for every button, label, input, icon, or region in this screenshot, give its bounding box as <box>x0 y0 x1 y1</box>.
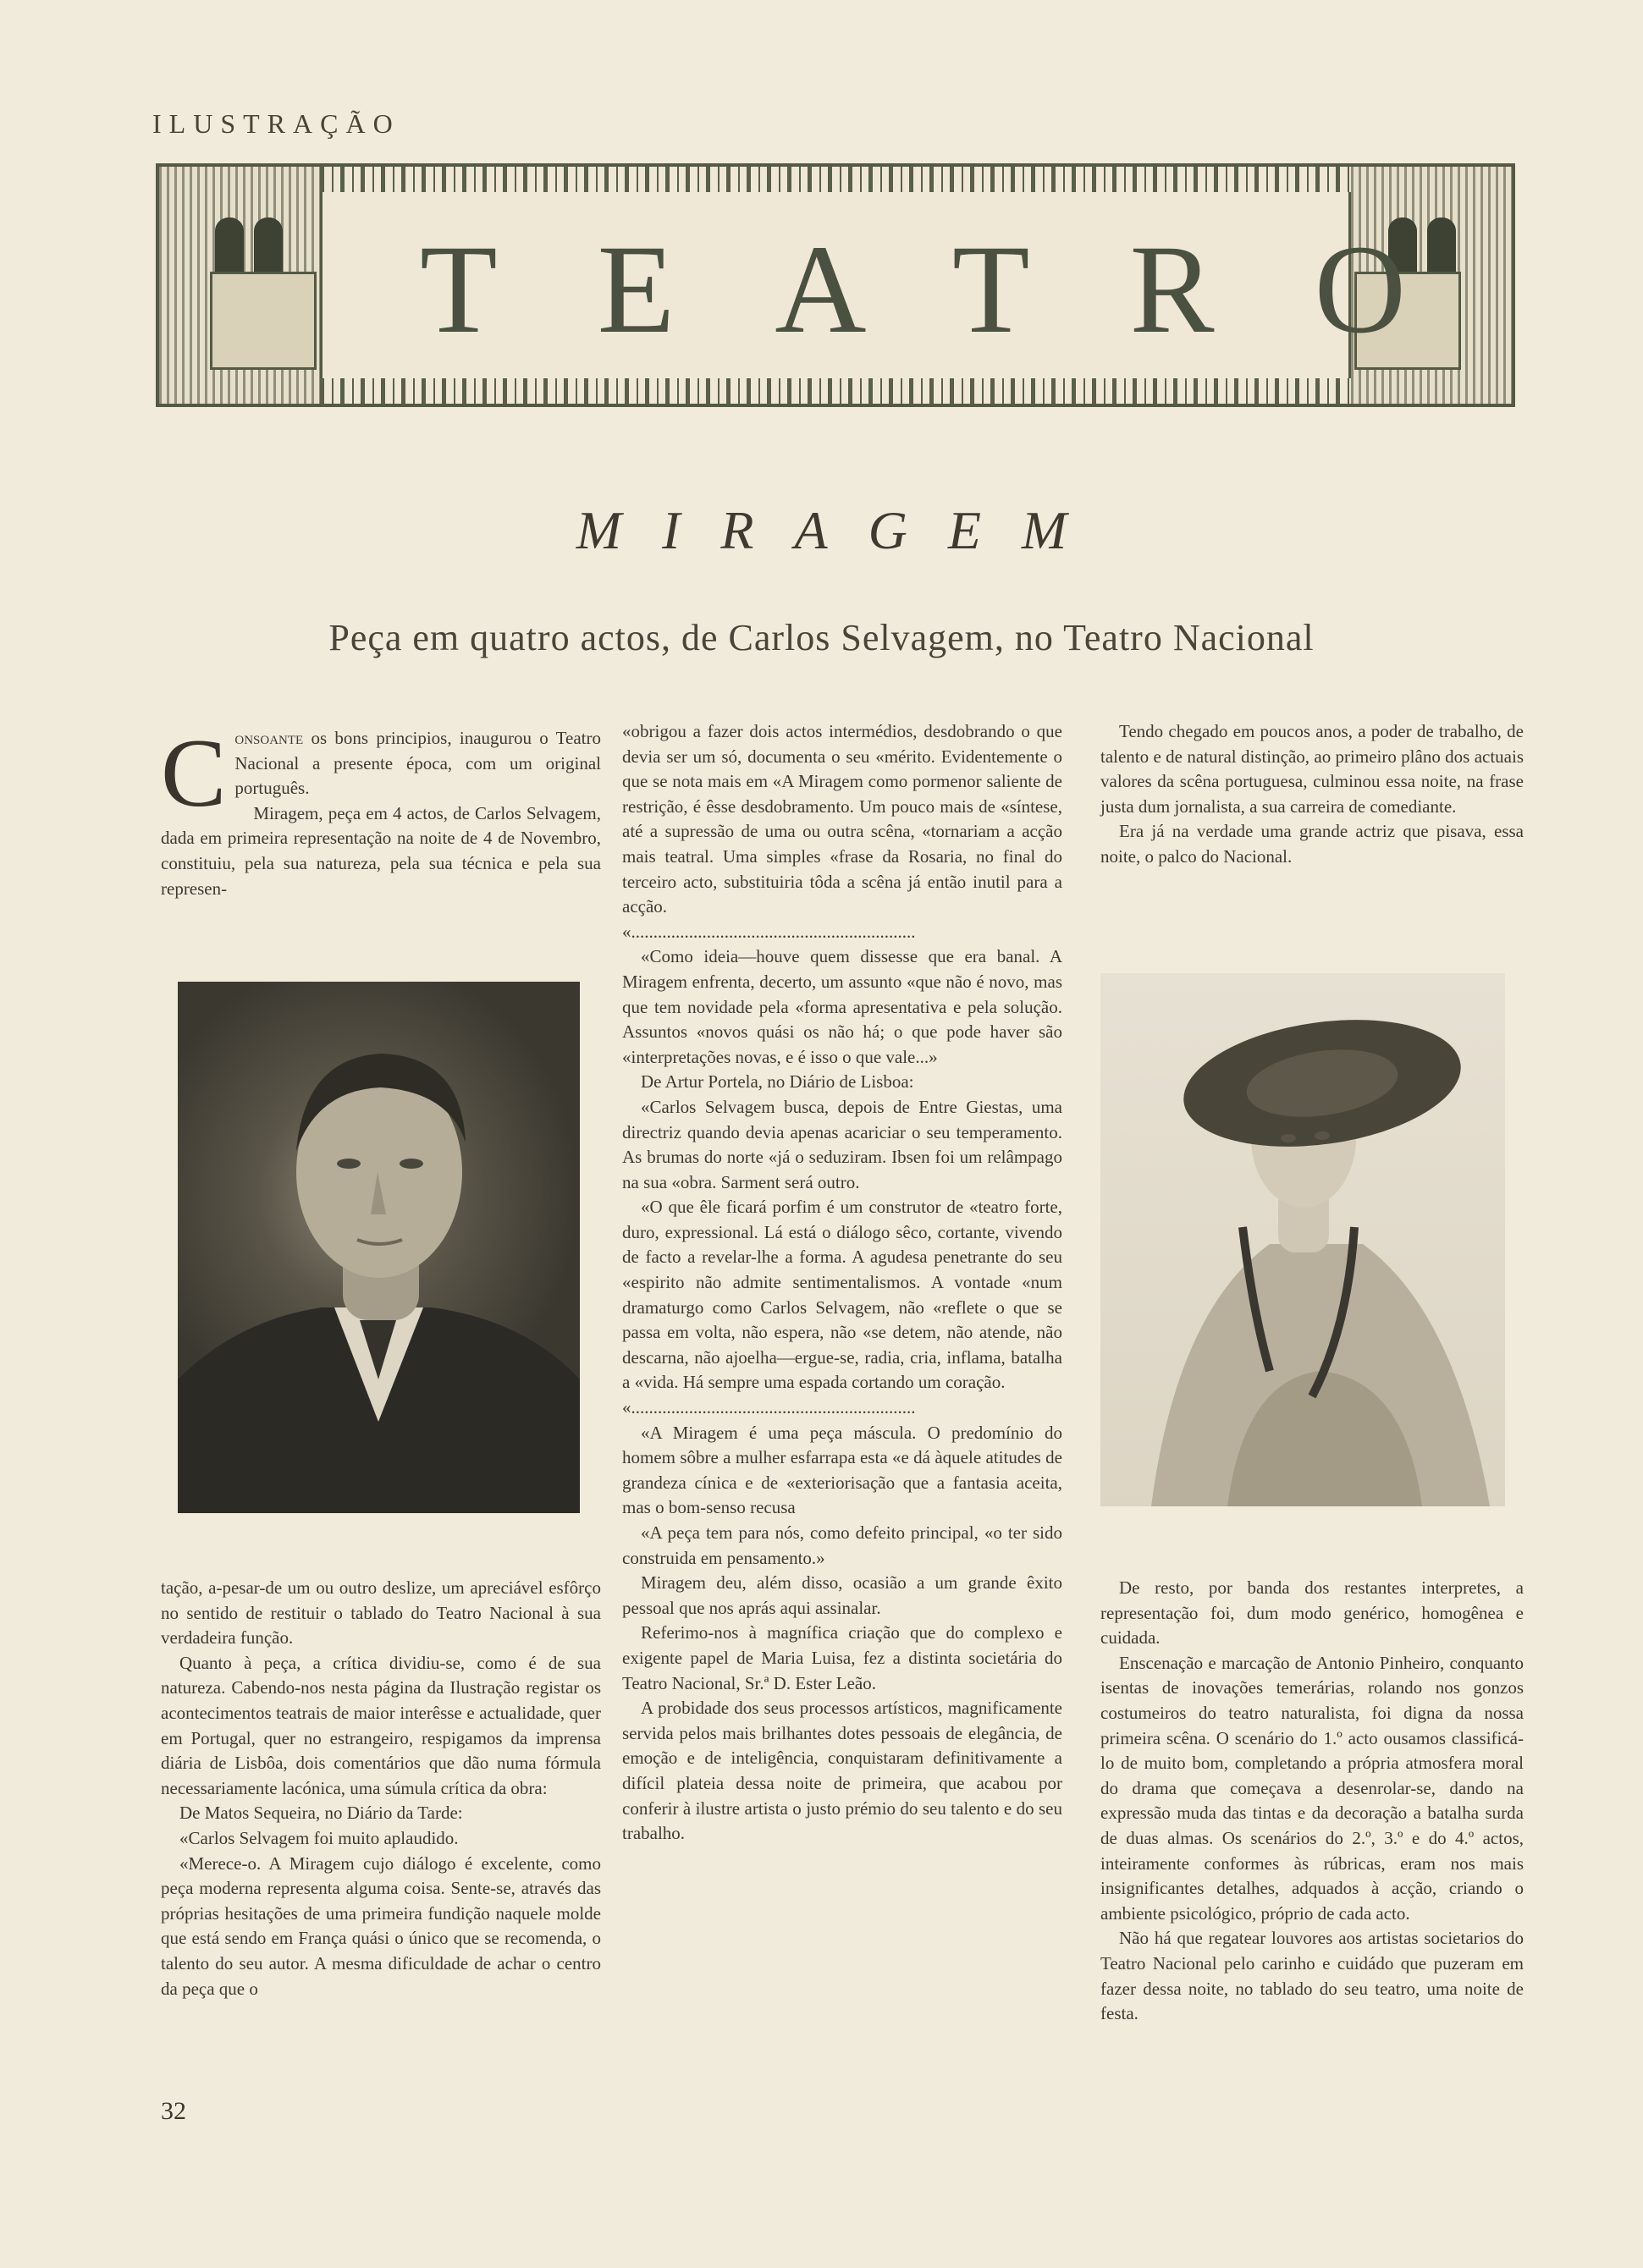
column-1-bottom-p1: tação, a-pesar-de um ou outro deslize, um apreciável esfôrço no sentido de restituir o tablado do Teatro Nacional à sua verdadeira função. <box>161 1577 601 1649</box>
portrait-man-illustration <box>178 982 580 1513</box>
article-subtitle: Peça em quatro actos, de Carlos Selvagem, no Teatro Nacional <box>328 617 1315 658</box>
banner-left-illustration <box>159 167 323 404</box>
column-3-top-p2: Era já na verdade uma grande actriz que pisava, essa noite, o palco do Nacional. <box>1100 821 1524 867</box>
column-1-bottom <box>161 1576 601 2001</box>
column-2-p10: A probidade dos seus processos artísticos, magnificamente servida pelos mais brilhantes dotes pessoais de elegância, de emoção e de inteligência, conquistaram definitivamente a difícil plateia dessa noite de primeira, que acabou por conferir à ilustre artista o justo prémio do seu talento e do seu trabalho. <box>622 1698 1062 1844</box>
running-head: ILUSTRAÇÃO <box>152 108 400 139</box>
column-2-ellipsis-2: «................................................................ <box>622 1397 916 1418</box>
column-2-p3: De Artur Portela, no Diário de Lisboa: <box>641 1071 914 1093</box>
banner-frieze-top <box>320 167 1351 192</box>
column-2-p4: «Carlos Selvagem busca, depois de Entre Giestas, uma directriz quando devia apenas acariciar o seu temperamento. As brumas do norte «já o seduziram. Ibsen foi um relâmpago na sua «obra. Sarment será outro. <box>622 1096 1062 1192</box>
column-1-bottom-p2: Quanto à peça, a crítica dividiu-se, como é de sua natureza. Cabendo-nos nesta página da Ilustração registar os acontecimentos teatrais de maior interêsse e actualidade, quer em Portugal, quer no estrangeiro, respigamos da imprensa diária de Lisbôa, dois comentários que dão numa fórmula necessariamente lacónica, uma súmula crítica da obra: <box>161 1652 601 1798</box>
banner-figure-left-1 <box>215 217 244 277</box>
column-3-top <box>1100 719 1524 870</box>
banner-frieze-bottom <box>320 378 1351 404</box>
column-2-ellipsis-1: «................................................................ <box>622 921 916 942</box>
column-2-p6: «A Miragem é uma peça máscula. O predomínio do homem sôbre a mulher esfarrapa esta «e dá àquele atitudes de grandeza cínica e de «exteriorisação que a fantasia aceita, mas o bom-senso recusa <box>622 1422 1062 1518</box>
column-2-p8: Miragem deu, além disso, ocasião a um grande êxito pessoal que nos aprás aqui assinalar. <box>622 1572 1062 1618</box>
drop-cap: C <box>161 719 227 828</box>
portrait-woman-illustration <box>1100 973 1505 1506</box>
page-number: 32 <box>161 2097 186 2125</box>
column-1-opening-text: os bons principios, inaugurou o Teatro Nacional a presente época, com um original português. <box>234 728 601 799</box>
column-1-bottom-p4: «Carlos Selvagem foi muito aplaudido. <box>179 1827 459 1848</box>
column-3-bottom-p3: Não há que regatear louvores aos artistas societarios do Teatro Nacional pelo carinho e cuidádo que puzeram em fazer dessa noite, no tablado do seu teatro, uma noite de festa. <box>1100 1928 1524 2024</box>
column-1-top <box>161 719 601 901</box>
teatro-banner <box>156 163 1515 407</box>
banner-figure-left-2 <box>254 217 283 277</box>
column-3-top-p1: Tendo chegado em poucos anos, a poder de trabalho, de talento e de natural distinção, ao primeiro plâno dos actuais valores da scêna portuguesa, culminou essa noite, na frase justa dum jornalista, a sua carreira de comediante. <box>1100 721 1524 817</box>
column-1-bottom-p5: «Merece-o. A Miragem cujo diálogo é excelente, como peça moderna representa alguma coisa. Sente-se, através das próprias hesitações de uma primeira fundição naquele molde que está sendo em França quási o único que se recomenda, o talento do seu autor. A mesma dificuldade de achar o centro da peça que o <box>161 1852 601 1999</box>
portrait-photo-ester-leao <box>1100 973 1505 1506</box>
article-title: MIRAGEM <box>576 500 1108 560</box>
column-3-bottom <box>1100 1576 1524 2027</box>
banner-title: TEATRO <box>420 219 1506 360</box>
column-1-bottom-p3: De Matos Sequeira, no Diário da Tarde: <box>179 1803 463 1824</box>
portrait-photo-carlos-selvagem <box>178 982 580 1513</box>
column-1-paragraph-2: Miragem, peça em 4 actos, de Carlos Selvagem, dada em primeira representação na noite de 4 de Novembro, constituiu, pela sua natureza, pela sua técnica e pela sua represen- <box>161 802 601 899</box>
column-2-p5: «O que êle ficará porfim é um construtor de «teatro forte, duro, expressional. Lá está o diálogo sêco, cortante, vivendo de facto a revelar-lhe a forma. A agudesa penetrante do seu «espirito não admite sentimentalismos. A vontade «num dramaturgo como Carlos Selvagem, não «reflete o que se passa em volta, não espera, não «se detem, não atende, não descarna, não ajoelha—ergue-se, radia, cria, inflama, batalha a «vida. Há sempre uma espada cortando um coração. <box>622 1197 1062 1393</box>
column-1-lead-word: onsoante <box>234 728 304 748</box>
column-3-bottom-p2: Enscenação e marcação de Antonio Pinheiro, conquanto isentas de inovações temerárias, rolando nos gonzos costumeiros do teatro naturalista, foi digna da nossa primeira scêna. O scenário do 1.º acto ousamos classificá-lo de muito bom, completando a própria atmosfera moral do drama que começava a desenrolar-se, dando na expressão muda das tintas e da decoração a batalha surda de duas almas. Os scenários do 2.º, 3.º e do 4.º actos, inteiramente conformes às rúbricas, eram nos mais insignificantes detalhes, adquados à acção, criando o ambiente psicológico, próprio de cada acto. <box>1100 1652 1524 1924</box>
column-2-p1: «obrigou a fazer dois actos intermédios, desdobrando o que devia ser um só, documenta o seu «mérito. Evidentemente o que se nota mais em «A Miragem como pormenor saliente de restrição, é êsse desdobramento. Um pouco mais de «síntese, até a supressão de uma ou outra scêna, «tornariam a acção mais teatral. Uma simples «frase da Rosaria, no final do terceiro acto, substituiria tôda a scêna já então inutil para a acção. <box>622 721 1062 917</box>
column-2-p9: Referimo-nos à magnífica criação que do complexo e exigente papel de Maria Luisa, fez a distinta societária do Teatro Nacional, Sr.ª D. Ester Leão. <box>622 1622 1062 1693</box>
column-3-bottom-p1: De resto, por banda dos restantes interpretes, a representação foi, dum modo genérico, homogênea e cuidada. <box>1100 1577 1524 1649</box>
column-2-p7: «A peça tem para nós, como defeito principal, «o ter sido construida em pensamento.» <box>622 1522 1062 1568</box>
banner-theatre-box-left <box>210 272 317 370</box>
column-2 <box>622 719 1062 1847</box>
column-2-p2: «Como ideia—houve quem dissesse que era banal. A Miragem enfrenta, decerto, um assunto «que não é novo, mas que tem novidade pela «forma apresentativa e pela solução. Assuntos «novos quási os não há; o que pode haver são «interpretações novas, e é isso o que vale...» <box>622 946 1062 1067</box>
